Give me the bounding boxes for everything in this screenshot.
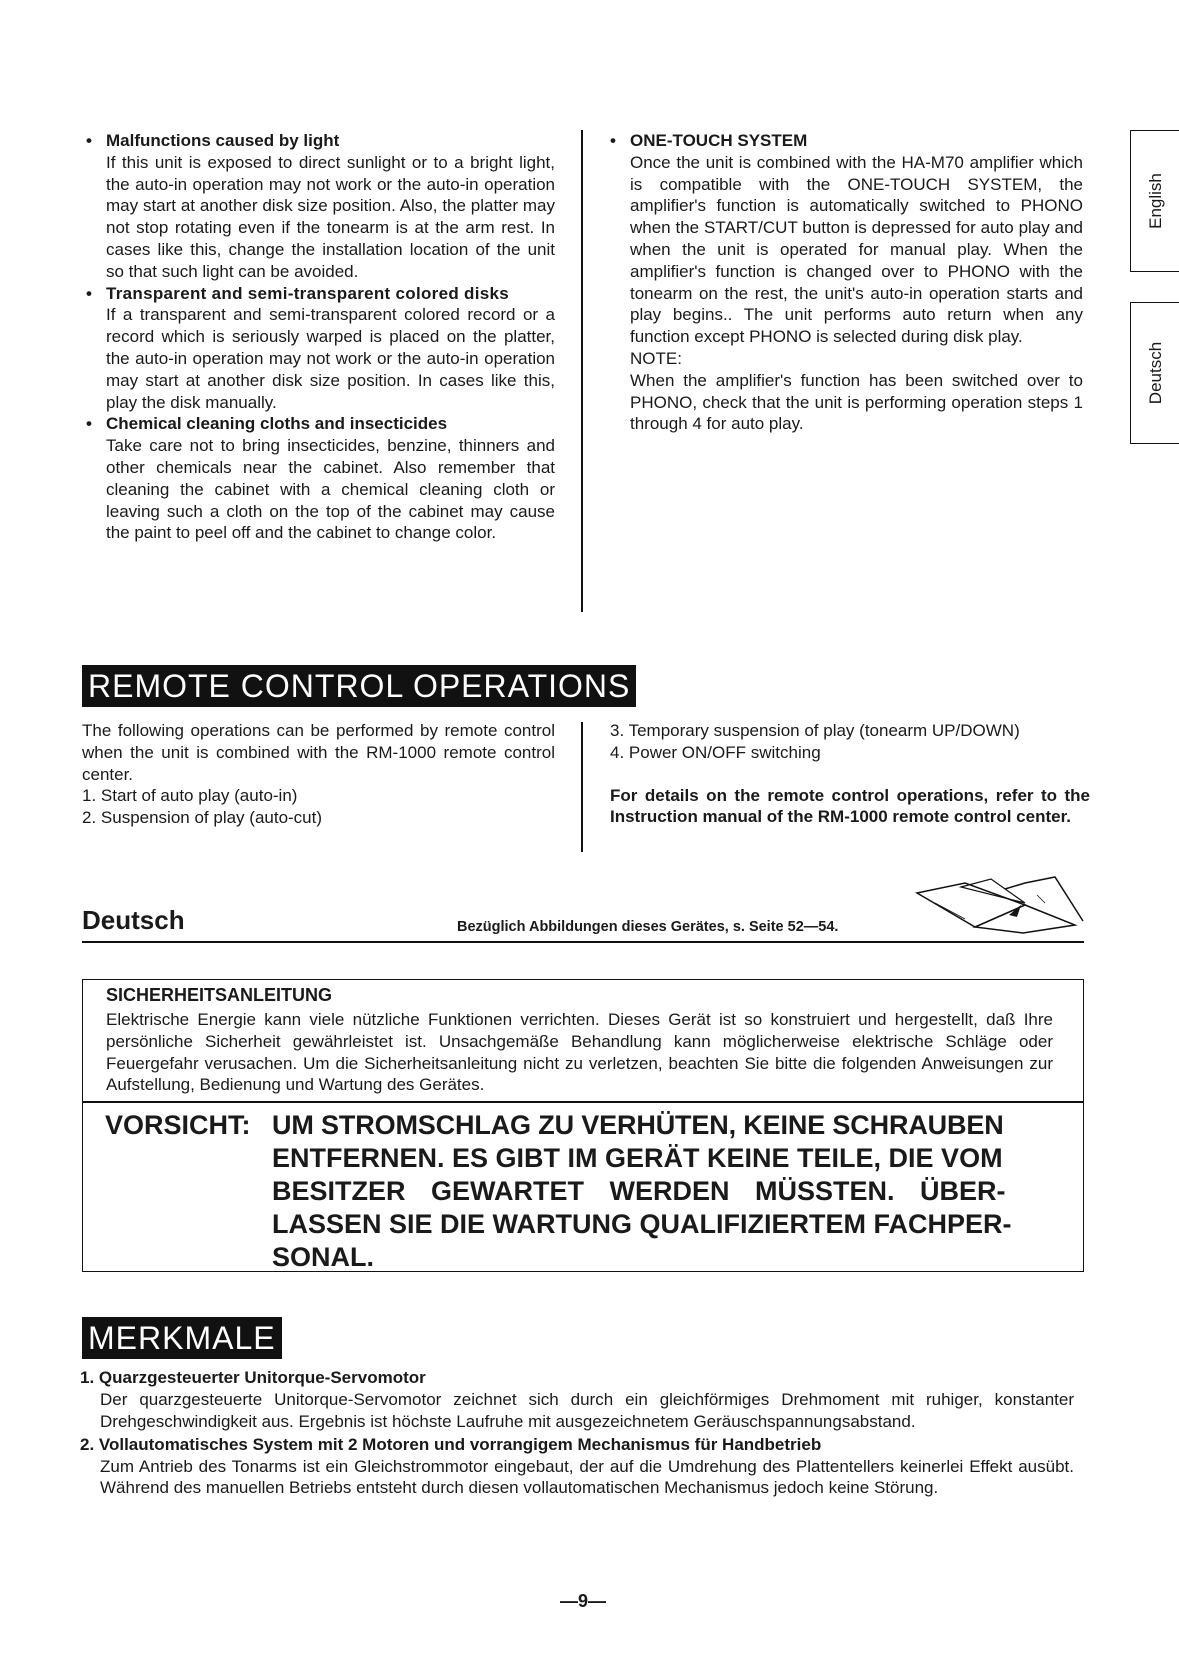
- section-title: • Transparent and semi-transparent colored disks: [106, 283, 555, 305]
- section-title: • Chemical cleaning cloths and insecticides: [106, 413, 555, 435]
- remote-item: 2. Suspension of play (auto-cut): [82, 808, 323, 828]
- top-right-column: [630, 130, 1083, 435]
- caution-label: VORSICHT:: [105, 1110, 251, 1140]
- remote-banner: REMOTE CONTROL OPERATIONS: [82, 665, 636, 707]
- remote-item: 4. Power ON/OFF switching: [610, 742, 821, 762]
- caution-line: UM STROMSCHLAG ZU VERHÜTEN, KEINE SCHRAUBEN: [272, 1110, 1004, 1140]
- safety-body: Elektrische Energie kann viele nützliche Funktionen verrichten. Dieses Gerät ist so konstruiert und hergestellt, daß Ihre persönliche Sicherheit gewährleistet ist. Unsachgemäße Behandlung kann möglicherweise elektrische Schläge oder Feuergefahr verusachen. Um die Sicherheitsanleitung nicht zu verletzen, beachten Sie bitte die folgenden Anweisungen zur Aufstellung, Bedienung und Wartung des Gerätes.: [106, 1010, 1053, 1095]
- remote-item: 3. Temporary suspension of play (tonearm UP/DOWN): [610, 721, 1020, 740]
- deutsch-heading: Deutsch: [82, 905, 185, 935]
- column-divider: [581, 130, 583, 612]
- tab-deutsch[interactable]: [1130, 302, 1179, 444]
- caution-line: LASSEN SIE DIE WARTUNG QUALIFIZIERTEM FACHPER-: [272, 1209, 1012, 1239]
- section-body: If this unit is exposed to direct sunlight or to a bright light, the auto-in operation may not work or the auto-in operation may start at another disk size position. Also, the platter may not stop rotating even if the tonearm is at the arm rest. In cases like this, change the installation location of the unit so that such light can be avoided.: [106, 152, 555, 281]
- merkmale-banner: MERKMALE: [82, 1317, 282, 1359]
- section-title: • Malfunctions caused by light: [106, 130, 555, 152]
- remote-details: For details on the remote control operations, refer to the Instruction manual of the RM-1000 remote control center.: [610, 785, 1090, 827]
- feature-body: Zum Antrieb des Tonarms ist ein Gleichstrommotor eingebaut, der auf die Umdrehung des Plattentellers keinerlei Effekt ausübt. Während des manuellen Betriebs entsteht durch diesen vollautomatischen Mechanismus jedoch keine Störung.: [100, 1456, 1074, 1498]
- note-body: When the amplifier's function has been switched over to PHONO, check that the unit is performing operation steps 1 through 4 for auto play.: [630, 370, 1083, 434]
- tab-english-label: English: [1145, 173, 1165, 229]
- caution-line: BESITZER GEWARTET WERDEN MÜSSTEN. ÜBER-: [272, 1176, 1006, 1206]
- top-left-column: [106, 130, 555, 544]
- tab-deutsch-label: Deutsch: [1145, 341, 1165, 405]
- feature-body: Der quarzgesteuerte Unitorque-Servomotor zeichnet sich durch ein gleichförmiges Drehmoment mit ruhiger, konstanter Drehgeschwindigkeit aus. Ergebnis ist höchste Laufruhe mit ausgezeichnetem Geräuschspannungsabstand.: [100, 1390, 1074, 1431]
- feature-title: 1. Quarzgesteuerter Unitorque-Servomotor: [80, 1368, 426, 1387]
- section-body: If a transparent and semi-transparent colored record or a record which is seriously warped is placed on the platter, the auto-in operation may not work or the auto-in operation may start at another disk size position. In cases like this, play the disk manually.: [106, 305, 555, 412]
- page-number: —9—: [560, 1591, 607, 1611]
- one-touch-title: • ONE-TOUCH SYSTEM: [630, 130, 1083, 152]
- column-divider: [581, 722, 583, 852]
- tab-english[interactable]: [1130, 130, 1179, 272]
- deutsch-ref: Bezüglich Abbildungen dieses Gerätes, s. Seite 52—54.: [457, 919, 839, 935]
- remote-left: [82, 720, 555, 829]
- remote-item: 1. Start of auto play (auto-in): [82, 786, 298, 806]
- safety-title: SICHERHEITSANLEITUNG: [106, 985, 333, 1005]
- section-body: Take care not to bring insecticides, benzine, thinners and other chemicals near the cabinet. Also remember that cleaning the cabinet with a chemical cleaning cloth or leaving such a cloth on the top of the cabinet may cause the paint to peel off and the cabinet to change color.: [106, 436, 555, 543]
- note-label: NOTE:: [630, 348, 682, 368]
- one-touch-body: Once the unit is combined with the HA-M70 amplifier which is compatible with the ONE-TOUCH SYSTEM, the amplifier's function is automatically switched to PHONO when the START/CUT button is depressed for auto play and when the unit is operated for manual play. When the amplifier's function is changed over to PHONO with the tonearm on the rest, the unit's auto-in operation starts and play begins.. The unit performs auto return when any function except PHONO is selected during disk play.: [630, 152, 1083, 347]
- deutsch-rule: [82, 941, 1084, 943]
- feature-title: 2. Vollautomatisches System mit 2 Motoren und vorrangigem Mechanismus für Handbetrieb: [80, 1434, 822, 1454]
- remote-right: [610, 720, 1090, 828]
- caution-line: ENTFERNEN. ES GIBT IM GERÄT KEINE TEILE, DIE VOM: [272, 1143, 1003, 1173]
- remote-intro: The following operations can be performed by remote control when the unit is combined with the RM-1000 remote control center.: [82, 721, 555, 784]
- caution-line: SONAL.: [272, 1242, 375, 1272]
- merkmale-list: [80, 1367, 1074, 1499]
- caution-text: [272, 1109, 1062, 1274]
- open-manual-icon: [905, 875, 1085, 935]
